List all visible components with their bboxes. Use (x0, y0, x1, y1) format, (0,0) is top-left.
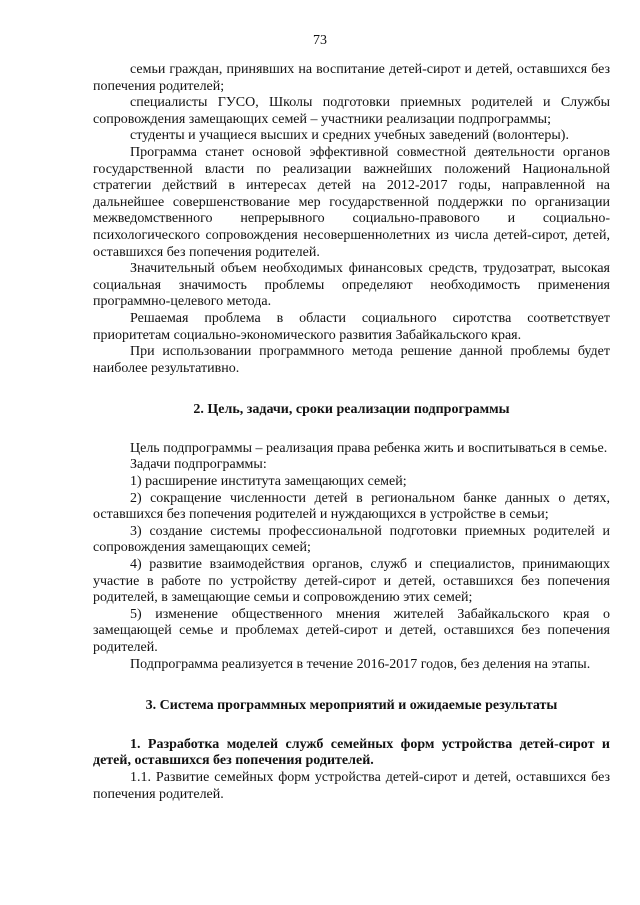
section-heading-goals: 2. Цель, задачи, сроки реализации подпрограммы (193, 402, 510, 418)
section-heading-system: 3. Система программных мероприятий и ожидаемые результаты (145, 698, 558, 714)
page-number: 73 (313, 33, 327, 48)
paragraph: Значительный объем необходимых финансовых средств, трудозатрат, высокая социальная значимость проблемы определяют необходимость применения программно-целевого метода. (93, 261, 610, 310)
subsection-heading: 1. Разработка моделей служб семейных форм устройства детей-сирот и детей, оставшихся без попечения родителей. (93, 736, 610, 769)
paragraph: При использовании программного метода решение данной проблемы будет наиболее результативно. (93, 344, 610, 376)
paragraph: специалисты ГУСО, Школы подготовки приемных родителей и Службы сопровождения замещающих семей – участники реализации подпрограммы; (93, 95, 610, 127)
paragraph: Цель подпрограммы – реализация права ребенка жить и воспитываться в семье. (130, 440, 608, 456)
list-item: 1) расширение института замещающих семей; (130, 474, 407, 490)
paragraph: Решаемая проблема в области социального сиротства соответствует приоритетам социально-экономического развития Забайкальского края. (93, 310, 610, 343)
list-item: 2) сокращение численности детей в региональном банке данных о детях, оставшихся без попечения родителей и нуждающихся в устройстве в семьи; (93, 490, 610, 523)
page-content (93, 62, 610, 803)
list-item: 5) изменение общественного мнения жителей Забайкальского края о замещающей семье и проблемах детей-сирот и детей, оставшихся без попечения родителей. (93, 606, 610, 655)
list-item: 4) развитие взаимодействия органов, служб и специалистов, принимающих участие в работе по устройству детей-сирот и детей, оставшихся без попечения родителей, в замещающие семьи и сопровождению этих семей; (93, 557, 610, 606)
paragraph: студенты и учащиеся высших и средних учебных заведений (волонтеры). (130, 128, 569, 144)
paragraph: 1.1. Развитие семейных форм устройства детей-сирот и детей, оставшихся без попечения родителей. (93, 769, 610, 802)
paragraph: Задачи подпрограммы: (130, 457, 267, 473)
list-item: 3) создание системы профессиональной подготовки приемных родителей и сопровождения замещающих семей; (93, 523, 610, 556)
paragraph: семьи граждан, принявших на воспитание детей-сирот и детей, оставшихся без попечения родителей; (93, 62, 610, 94)
paragraph: Программа станет основой эффективной совместной деятельности органов государственной власти по реализации важнейших положений Национальной стратегии действий в интересах детей на 2012-2017 годы, направленной на дальнейшее совершенствование мер государственной поддержки по организации межведомственного непрерывного социально-правового и социально-психологического сопровождения несовершеннолетних из числа детей-сирот, детей, оставшихся без попечения родителей. (93, 144, 610, 260)
paragraph: Подпрограмма реализуется в течение 2016-2017 годов, без деления на этапы. (130, 656, 591, 672)
